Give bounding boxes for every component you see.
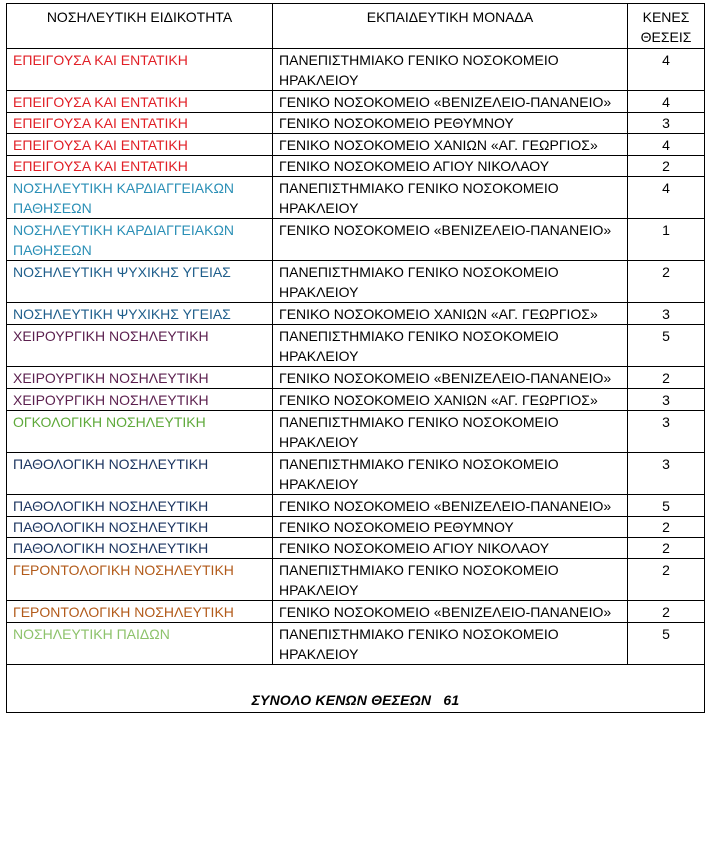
row-unit: ΓΕΝΙΚΟ ΝΟΣΟΚΟΜΕΙΟ ΧΑΝΙΩΝ «ΑΓ. ΓΕΩΡΓΙΟΣ» (273, 303, 628, 325)
row-unit: ΓΕΝΙΚΟ ΝΟΣΟΚΟΜΕΙΟ ΧΑΝΙΩΝ «ΑΓ. ΓΕΩΡΓΙΟΣ» (273, 134, 628, 156)
row-seats: 3 (628, 389, 705, 411)
row-unit: ΠΑΝΕΠΙΣΤΗΜΙΑΚΟ ΓΕΝΙΚΟ ΝΟΣΟΚΟΜΕΙΟ ΗΡΑΚΛΕΙΟΥ (273, 177, 628, 219)
table-row (7, 177, 705, 219)
row-seats: 4 (628, 49, 705, 91)
row-seats: 5 (628, 325, 705, 367)
row-unit: ΠΑΝΕΠΙΣΤΗΜΙΑΚΟ ΓΕΝΙΚΟ ΝΟΣΟΚΟΜΕΙΟ ΗΡΑΚΛΕΙΟΥ (273, 325, 628, 367)
row-unit: ΓΕΝΙΚΟ ΝΟΣΟΚΟΜΕΙΟ ΡΕΘΥΜΝΟΥ (273, 113, 628, 134)
header-seats (628, 4, 705, 49)
table-row (7, 134, 705, 156)
header-row (7, 4, 705, 49)
table-row (7, 495, 705, 517)
row-specialty: ΠΑΘΟΛΟΓΙΚΗ ΝΟΣΗΛΕΥΤΙΚΗ (7, 453, 273, 495)
row-seats: 5 (628, 623, 705, 665)
row-seats: 4 (628, 91, 705, 113)
row-unit: ΠΑΝΕΠΙΣΤΗΜΙΑΚΟ ΓΕΝΙΚΟ ΝΟΣΟΚΟΜΕΙΟ ΗΡΑΚΛΕΙΟΥ (273, 411, 628, 453)
row-unit: ΠΑΝΕΠΙΣΤΗΜΙΑΚΟ ΓΕΝΙΚΟ ΝΟΣΟΚΟΜΕΙΟ ΗΡΑΚΛΕΙΟΥ (273, 261, 628, 303)
table-row (7, 389, 705, 411)
table-row (7, 219, 705, 261)
row-unit: ΓΕΝΙΚΟ ΝΟΣΟΚΟΜΕΙΟ «ΒΕΝΙΖΕΛΕΙΟ-ΠΑΝΑΝΕΙΟ» (273, 601, 628, 623)
table-row (7, 49, 705, 91)
table-row (7, 156, 705, 177)
row-seats: 2 (628, 601, 705, 623)
row-unit: ΠΑΝΕΠΙΣΤΗΜΙΑΚΟ ΓΕΝΙΚΟ ΝΟΣΟΚΟΜΕΙΟ ΗΡΑΚΛΕΙΟΥ (273, 623, 628, 665)
row-unit: ΓΕΝΙΚΟ ΝΟΣΟΚΟΜΕΙΟ ΑΓΙΟΥ ΝΙΚΟΛΑΟΥ (273, 538, 628, 559)
table-row (7, 517, 705, 538)
row-specialty: ΠΑΘΟΛΟΓΙΚΗ ΝΟΣΗΛΕΥΤΙΚΗ (7, 495, 273, 517)
row-specialty: ΓΕΡΟΝΤΟΛΟΓΙΚΗ ΝΟΣΗΛΕΥΤΙΚΗ (7, 559, 273, 601)
row-seats: 3 (628, 113, 705, 134)
header-specialty: ΝΟΣΗΛΕΥΤΙΚΗ ΕΙΔΙΚΟΤΗΤΑ (7, 4, 273, 49)
row-specialty: ΕΠΕΙΓΟΥΣΑ ΚΑΙ ΕΝΤΑΤΙΚΗ (7, 156, 273, 177)
header-unit: ΕΚΠΑΙΔΕΥΤΙΚΗ ΜΟΝΑΔΑ (273, 4, 628, 49)
row-seats: 1 (628, 219, 705, 261)
row-specialty: ΕΠΕΙΓΟΥΣΑ ΚΑΙ ΕΝΤΑΤΙΚΗ (7, 113, 273, 134)
row-specialty: ΟΓΚΟΛΟΓΙΚΗ ΝΟΣΗΛΕΥΤΙΚΗ (7, 411, 273, 453)
row-unit: ΓΕΝΙΚΟ ΝΟΣΟΚΟΜΕΙΟ «ΒΕΝΙΖΕΛΕΙΟ-ΠΑΝΑΝΕΙΟ» (273, 495, 628, 517)
row-specialty: ΠΑΘΟΛΟΓΙΚΗ ΝΟΣΗΛΕΥΤΙΚΗ (7, 517, 273, 538)
table-row (7, 91, 705, 113)
row-unit: ΠΑΝΕΠΙΣΤΗΜΙΑΚΟ ΓΕΝΙΚΟ ΝΟΣΟΚΟΜΕΙΟ ΗΡΑΚΛΕΙΟΥ (273, 559, 628, 601)
row-specialty: ΝΟΣΗΛΕΥΤΙΚΗ ΚΑΡΔΙΑΓΓΕΙΑΚΩΝ ΠΑΘΗΣΕΩΝ (7, 177, 273, 219)
table-row (7, 623, 705, 665)
row-unit: ΓΕΝΙΚΟ ΝΟΣΟΚΟΜΕΙΟ ΡΕΘΥΜΝΟΥ (273, 517, 628, 538)
row-specialty: ΧΕΙΡΟΥΡΓΙΚΗ ΝΟΣΗΛΕΥΤΙΚΗ (7, 325, 273, 367)
row-unit: ΓΕΝΙΚΟ ΝΟΣΟΚΟΜΕΙΟ «ΒΕΝΙΖΕΛΕΙΟ-ΠΑΝΑΝΕΙΟ» (273, 91, 628, 113)
row-unit: ΓΕΝΙΚΟ ΝΟΣΟΚΟΜΕΙΟ «ΒΕΝΙΖΕΛΕΙΟ-ΠΑΝΑΝΕΙΟ» (273, 367, 628, 389)
row-specialty: ΕΠΕΙΓΟΥΣΑ ΚΑΙ ΕΝΤΑΤΙΚΗ (7, 49, 273, 91)
table-row (7, 411, 705, 453)
row-seats: 2 (628, 156, 705, 177)
row-seats: 2 (628, 559, 705, 601)
vacancies-table (6, 3, 705, 713)
vacancies-document (6, 3, 705, 713)
row-specialty: ΝΟΣΗΛΕΥΤΙΚΗ ΨΥΧΙΚΗΣ ΥΓΕΙΑΣ (7, 261, 273, 303)
row-specialty: ΕΠΕΙΓΟΥΣΑ ΚΑΙ ΕΝΤΑΤΙΚΗ (7, 134, 273, 156)
row-seats: 2 (628, 367, 705, 389)
total-row (7, 665, 705, 713)
total-vacancies: ΣΥΝΟΛΟ ΚΕΝΩΝ ΘΕΣΕΩΝ 61 (7, 665, 705, 713)
row-unit: ΠΑΝΕΠΙΣΤΗΜΙΑΚΟ ΓΕΝΙΚΟ ΝΟΣΟΚΟΜΕΙΟ ΗΡΑΚΛΕΙΟΥ (273, 49, 628, 91)
header-seats-line2: ΘΕΣΕΙΣ (640, 29, 692, 45)
table-row (7, 601, 705, 623)
row-seats: 2 (628, 538, 705, 559)
row-specialty: ΝΟΣΗΛΕΥΤΙΚΗ ΠΑΙΔΩΝ (7, 623, 273, 665)
table-row (7, 261, 705, 303)
row-specialty: ΧΕΙΡΟΥΡΓΙΚΗ ΝΟΣΗΛΕΥΤΙΚΗ (7, 367, 273, 389)
table-row (7, 559, 705, 601)
table-row (7, 303, 705, 325)
row-seats: 3 (628, 303, 705, 325)
row-seats: 3 (628, 453, 705, 495)
table-row (7, 538, 705, 559)
row-specialty: ΓΕΡΟΝΤΟΛΟΓΙΚΗ ΝΟΣΗΛΕΥΤΙΚΗ (7, 601, 273, 623)
row-specialty: ΧΕΙΡΟΥΡΓΙΚΗ ΝΟΣΗΛΕΥΤΙΚΗ (7, 389, 273, 411)
header-seats-line1: ΚΕΝΕΣ (642, 9, 690, 25)
table-row (7, 453, 705, 495)
row-specialty: ΝΟΣΗΛΕΥΤΙΚΗ ΨΥΧΙΚΗΣ ΥΓΕΙΑΣ (7, 303, 273, 325)
row-seats: 2 (628, 517, 705, 538)
row-seats: 5 (628, 495, 705, 517)
row-specialty: ΝΟΣΗΛΕΥΤΙΚΗ ΚΑΡΔΙΑΓΓΕΙΑΚΩΝ ΠΑΘΗΣΕΩΝ (7, 219, 273, 261)
row-specialty: ΕΠΕΙΓΟΥΣΑ ΚΑΙ ΕΝΤΑΤΙΚΗ (7, 91, 273, 113)
table-row (7, 113, 705, 134)
row-seats: 4 (628, 134, 705, 156)
table-row (7, 325, 705, 367)
row-unit: ΠΑΝΕΠΙΣΤΗΜΙΑΚΟ ΓΕΝΙΚΟ ΝΟΣΟΚΟΜΕΙΟ ΗΡΑΚΛΕΙΟΥ (273, 453, 628, 495)
row-unit: ΓΕΝΙΚΟ ΝΟΣΟΚΟΜΕΙΟ «ΒΕΝΙΖΕΛΕΙΟ-ΠΑΝΑΝΕΙΟ» (273, 219, 628, 261)
table-row (7, 367, 705, 389)
row-seats: 3 (628, 411, 705, 453)
row-seats: 2 (628, 261, 705, 303)
row-unit: ΓΕΝΙΚΟ ΝΟΣΟΚΟΜΕΙΟ ΑΓΙΟΥ ΝΙΚΟΛΑΟΥ (273, 156, 628, 177)
row-unit: ΓΕΝΙΚΟ ΝΟΣΟΚΟΜΕΙΟ ΧΑΝΙΩΝ «ΑΓ. ΓΕΩΡΓΙΟΣ» (273, 389, 628, 411)
row-seats: 4 (628, 177, 705, 219)
row-specialty: ΠΑΘΟΛΟΓΙΚΗ ΝΟΣΗΛΕΥΤΙΚΗ (7, 538, 273, 559)
